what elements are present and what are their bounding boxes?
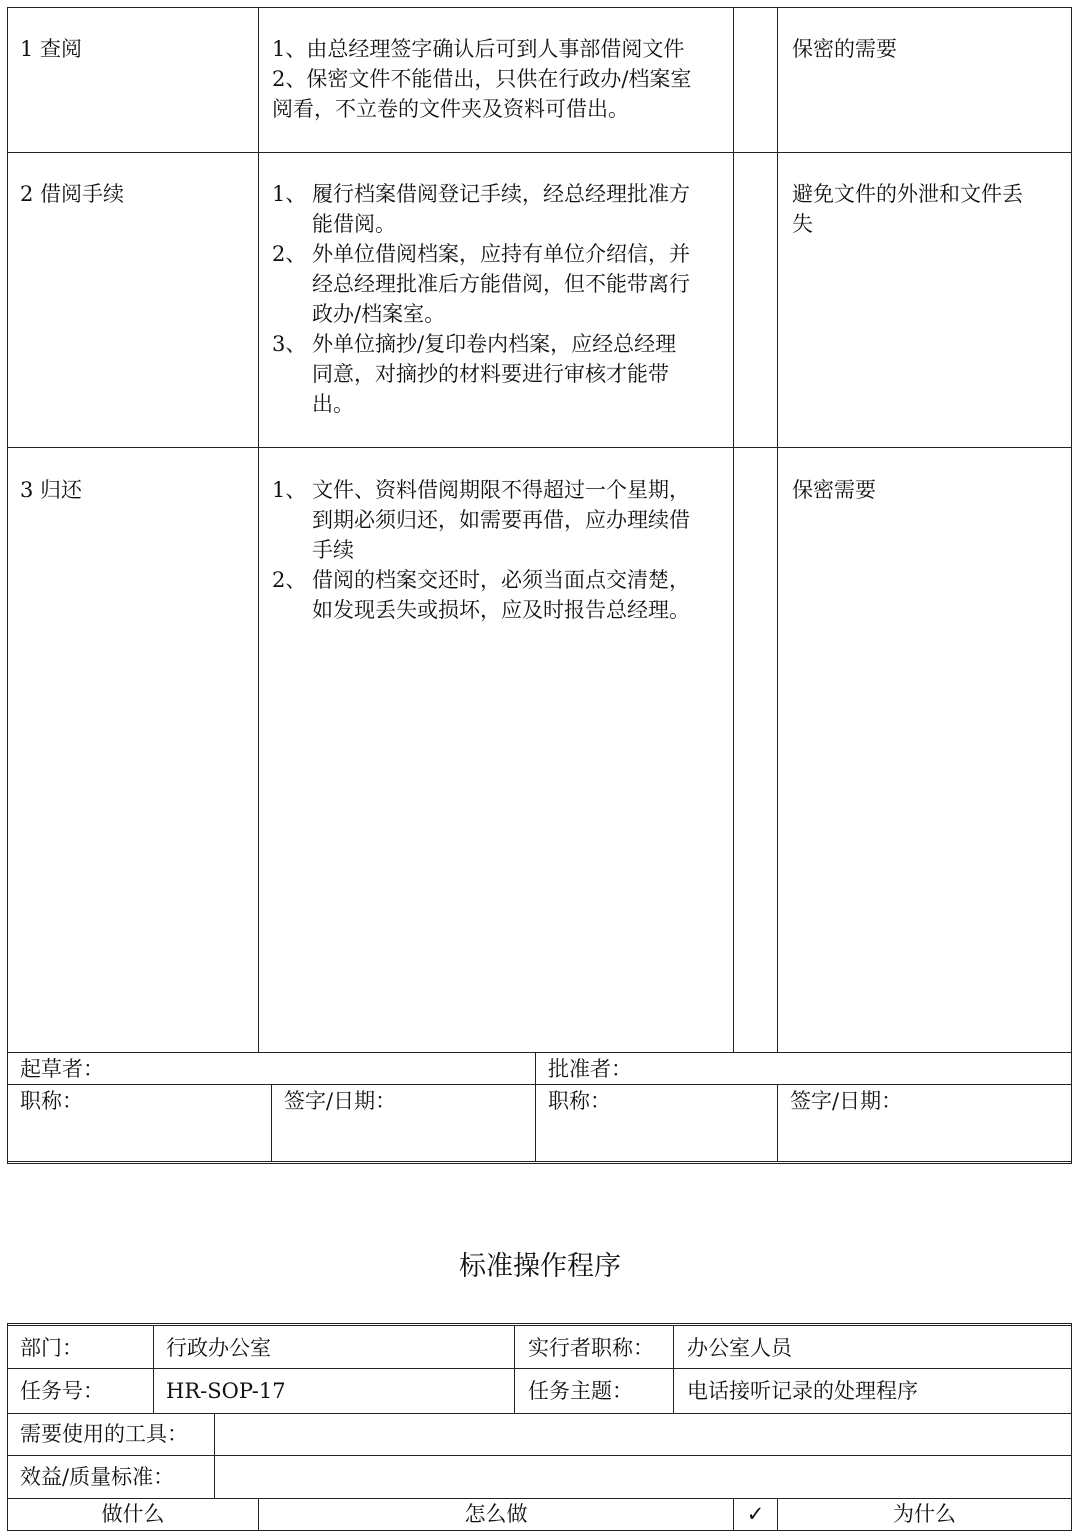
list-number: 1、 <box>272 182 307 206</box>
list-line: 能借阅。 <box>312 212 396 236</box>
drafter-label: 起草者： <box>20 1057 104 1081</box>
column-divider <box>733 7 734 1052</box>
list-line: 手续 <box>312 538 354 562</box>
column-divider <box>258 7 259 1052</box>
list-line: 文件、资料借阅期限不得超过一个星期， <box>312 478 690 502</box>
list-line: 同意，对摘抄的材料要进行审核才能带 <box>312 362 669 386</box>
column-divider <box>214 1413 215 1498</box>
column-divider <box>514 1325 515 1413</box>
task-topic-value: 电话接听记录的处理程序 <box>687 1379 918 1403</box>
list-item: 2、保密文件不能借出，只供在行政办/档案室 <box>272 67 692 91</box>
why-text: 保密需要 <box>792 478 876 502</box>
row-divider <box>7 152 1072 153</box>
list-line: 履行档案借阅登记手续，经总经理批准方 <box>312 182 690 206</box>
table-border-top <box>7 7 1072 8</box>
list-item: 阅看，不立卷的文件夹及资料可借出。 <box>272 97 629 121</box>
table-border-bottom-double <box>7 1163 1072 1164</box>
approver-label: 批准者： <box>548 1057 632 1081</box>
list-number: 3、 <box>272 332 307 356</box>
list-number: 2、 <box>272 568 307 592</box>
task-number-label: 任务号： <box>20 1379 104 1403</box>
column-header-check: ✓ <box>746 1502 765 1526</box>
step-label: 1 查阅 <box>20 37 83 61</box>
column-divider <box>673 1325 674 1413</box>
list-line: 经总经理批准后方能借阅，但不能带离行 <box>312 272 690 296</box>
how-list <box>272 34 691 124</box>
why-text: 失 <box>792 212 813 236</box>
row-divider <box>7 1413 1072 1414</box>
table-border-right <box>1071 7 1072 1163</box>
table-border-bottom <box>7 1161 1072 1162</box>
list-line: 政办/档案室。 <box>312 302 446 326</box>
why-text: 避免文件的外泄和文件丢 <box>792 182 1023 206</box>
column-header-what: 做什么 <box>101 1502 165 1526</box>
dept-label: 部门： <box>20 1336 83 1360</box>
column-header-why: 为什么 <box>893 1502 956 1526</box>
column-divider <box>535 1052 536 1161</box>
list-line: 外单位借阅档案，应持有单位介绍信，并 <box>312 242 690 266</box>
row-divider <box>7 1052 1072 1053</box>
role-label: 实行者职称： <box>528 1336 654 1360</box>
drafter-title-label: 职称： <box>20 1089 83 1113</box>
table-border-right <box>1071 1323 1072 1531</box>
step-label: 3 归还 <box>20 478 83 502</box>
column-header-how: 怎么做 <box>464 1502 528 1526</box>
how-list <box>272 475 727 625</box>
list-line: 借阅的档案交还时，必须当面点交清楚， <box>312 568 690 592</box>
list-line: 外单位摘抄/复印卷内档案，应经总经理 <box>312 332 677 356</box>
list-line: 到期必须归还，如需要再借，应办理续借 <box>312 508 690 532</box>
list-item: 1、由总经理签字确认后可到人事部借阅文件 <box>272 37 685 61</box>
list-number: 1、 <box>272 478 307 502</box>
role-value: 办公室人员 <box>687 1336 792 1360</box>
dept-value: 行政办公室 <box>166 1336 271 1360</box>
how-list <box>272 179 727 419</box>
list-line: 出。 <box>312 392 354 416</box>
task-topic-label: 任务主题： <box>528 1379 633 1403</box>
list-item <box>272 179 727 239</box>
table-border-bottom <box>7 1530 1072 1531</box>
list-item <box>272 475 727 565</box>
approver-title-label: 职称： <box>548 1089 611 1113</box>
column-divider <box>777 7 778 1052</box>
table-border-left <box>7 7 8 1163</box>
task-number-value: HR-SOP-17 <box>166 1379 286 1403</box>
row-divider <box>7 1368 1072 1369</box>
drafter-sign-date-label: 签字/日期： <box>284 1089 397 1113</box>
list-number: 2、 <box>272 242 307 266</box>
list-item <box>272 239 727 329</box>
tools-label: 需要使用的工具： <box>20 1422 188 1446</box>
page-title: 标准操作程序 <box>459 1251 621 1282</box>
quality-label: 效益/质量标准： <box>20 1465 175 1489</box>
list-item <box>272 329 727 419</box>
column-divider <box>153 1325 154 1413</box>
why-text: 保密的需要 <box>792 37 897 61</box>
column-divider <box>271 1084 272 1161</box>
row-divider <box>7 447 1072 448</box>
table-border-top <box>7 1323 1072 1324</box>
list-line: 如发现丢失或损坏，应及时报告总经理。 <box>312 598 690 622</box>
row-divider <box>7 1455 1072 1456</box>
step-label: 2 借阅手续 <box>20 182 125 206</box>
approver-sign-date-label: 签字/日期： <box>790 1089 903 1113</box>
list-item <box>272 565 727 625</box>
row-divider <box>7 1084 1072 1085</box>
column-divider <box>777 1084 778 1161</box>
table-border-top-double <box>7 1325 1072 1326</box>
